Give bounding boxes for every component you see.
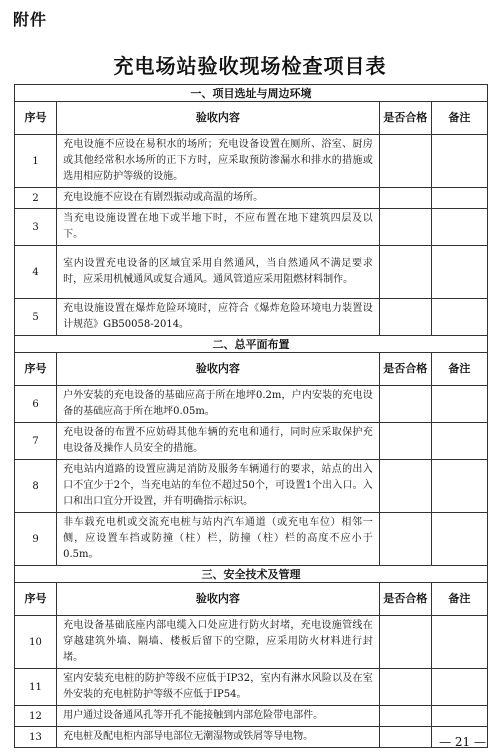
header-content: 验收内容 <box>57 583 380 616</box>
section-header <box>15 336 488 353</box>
table-row <box>15 669 488 706</box>
row-no: 4 <box>15 246 57 299</box>
row-content: 户外安装的充电设备的基础应高于所在地坪0.2m，户内安装的充电设备的基础应高于所在地坪0.05m。 <box>57 386 380 423</box>
row-no: 9 <box>15 513 57 566</box>
note-cell[interactable] <box>431 460 487 513</box>
table-row <box>15 706 488 727</box>
header-pass: 是否合格 <box>379 353 431 386</box>
table-row <box>15 209 488 246</box>
row-no: 2 <box>15 188 57 209</box>
table-header-row <box>15 353 488 386</box>
note-cell[interactable] <box>431 423 487 460</box>
row-content: 充电桩及配电柜内部导电部位无潮湿物或铁屑等导电物。 <box>57 727 380 748</box>
table-row <box>15 188 488 209</box>
row-content: 室内设置充电设备的区域宜采用自然通风，当自然通风不满足要求时，应采用机械通风或复合通风。通风管道应采用阻燃材料制作。 <box>57 246 380 299</box>
row-no: 13 <box>15 727 57 748</box>
row-no: 3 <box>15 209 57 246</box>
row-no: 10 <box>15 616 57 669</box>
row-content: 用户通过设备通风孔等开孔不能接触到内部危险带电部件。 <box>57 706 380 727</box>
note-cell[interactable] <box>431 188 487 209</box>
table-row <box>15 299 488 336</box>
section-title: 二、总平面布置 <box>15 336 488 353</box>
header-content: 验收内容 <box>57 102 380 135</box>
row-no: 7 <box>15 423 57 460</box>
header-note: 备注 <box>431 353 487 386</box>
pass-cell[interactable] <box>379 386 431 423</box>
row-content: 室内安装充电桩的防护等级不应低于IP32，室内有淋水风险以及在室外安装的充电桩防护等级不应低于IP54。 <box>57 669 380 706</box>
note-cell[interactable] <box>431 135 487 188</box>
pass-cell[interactable] <box>379 706 431 727</box>
row-no: 1 <box>15 135 57 188</box>
note-cell[interactable] <box>431 209 487 246</box>
row-content: 充电站内道路的设置应满足消防及服务车辆通行的要求，站点的出入口不宜少于2个，当充电站的车位不超过50个，可设置1个出入口。入口和出口宜分开设置，并有明确指示标识。 <box>57 460 380 513</box>
row-content: 充电设施设置在爆炸危险环境时，应符合《爆炸危险环境电力装置设计规范》GB50058-2014。 <box>57 299 380 336</box>
section-title: 一、项目选址与周边环境 <box>15 85 488 102</box>
header-no: 序号 <box>15 583 57 616</box>
note-cell[interactable] <box>431 246 487 299</box>
pass-cell[interactable] <box>379 423 431 460</box>
pass-cell[interactable] <box>379 460 431 513</box>
table-row <box>15 727 488 748</box>
note-cell[interactable] <box>431 616 487 669</box>
note-cell[interactable] <box>431 513 487 566</box>
row-content: 充电设施不应设在易积水的场所；充电设备设置在厕所、浴室、厨房或其他经常积水场所的正下方时，应采取预防渗漏水和排水的措施或选用相应防护等级的设施。 <box>57 135 380 188</box>
note-cell[interactable] <box>431 669 487 706</box>
table-row <box>15 616 488 669</box>
table-row <box>15 513 488 566</box>
table-row <box>15 246 488 299</box>
inspection-table <box>14 84 488 748</box>
row-content: 充电设施不应设在有剧烈振动或高温的场所。 <box>57 188 380 209</box>
row-no: 8 <box>15 460 57 513</box>
pass-cell[interactable] <box>379 616 431 669</box>
table-row <box>15 423 488 460</box>
header-content: 验收内容 <box>57 353 380 386</box>
pass-cell[interactable] <box>379 188 431 209</box>
pass-cell[interactable] <box>379 669 431 706</box>
pass-cell[interactable] <box>379 727 431 748</box>
table-header-row <box>15 102 488 135</box>
row-content: 当充电设施设置在地下或半地下时，不应布置在地下建筑四层及以下。 <box>57 209 380 246</box>
header-pass: 是否合格 <box>379 583 431 616</box>
header-note: 备注 <box>431 102 487 135</box>
table-header-row <box>15 583 488 616</box>
pass-cell[interactable] <box>379 135 431 188</box>
row-no: 6 <box>15 386 57 423</box>
section-header <box>15 566 488 583</box>
pass-cell[interactable] <box>379 209 431 246</box>
pass-cell[interactable] <box>379 299 431 336</box>
header-no: 序号 <box>15 102 57 135</box>
row-no: 11 <box>15 669 57 706</box>
attachment-label: 附件 <box>13 10 48 29</box>
note-cell[interactable] <box>431 299 487 336</box>
header-note: 备注 <box>431 583 487 616</box>
section-header <box>15 85 488 102</box>
table-row <box>15 135 488 188</box>
row-no: 5 <box>15 299 57 336</box>
pass-cell[interactable] <box>379 246 431 299</box>
row-content: 充电设备的布置不应妨碍其他车辆的充电和通行，同时应采取保护充电设备及操作人员安全的措施。 <box>57 423 380 460</box>
row-content: 非车载充电机或交流充电桩与站内汽车通道（或充电车位）相邻一侧，应设置车挡或防撞（柱）栏，防撞（柱）栏的高度不应小于0.5m。 <box>57 513 380 566</box>
header-no: 序号 <box>15 353 57 386</box>
page-number: — 21 — <box>439 735 486 749</box>
row-content: 充电设备基础底座内部电缆入口处应进行防火封堵，充电设施管线在穿越建筑外墙、隔墙、楼板后留下的空隙，应采用防火材料进行封堵。 <box>57 616 380 669</box>
pass-cell[interactable] <box>379 513 431 566</box>
table-row <box>15 460 488 513</box>
note-cell[interactable] <box>431 706 487 727</box>
row-no: 12 <box>15 706 57 727</box>
table-row <box>15 386 488 423</box>
note-cell[interactable] <box>431 386 487 423</box>
page-title: 充电场站验收现场检查项目表 <box>113 54 387 78</box>
header-pass: 是否合格 <box>379 102 431 135</box>
section-title: 三、安全技术及管理 <box>15 566 488 583</box>
